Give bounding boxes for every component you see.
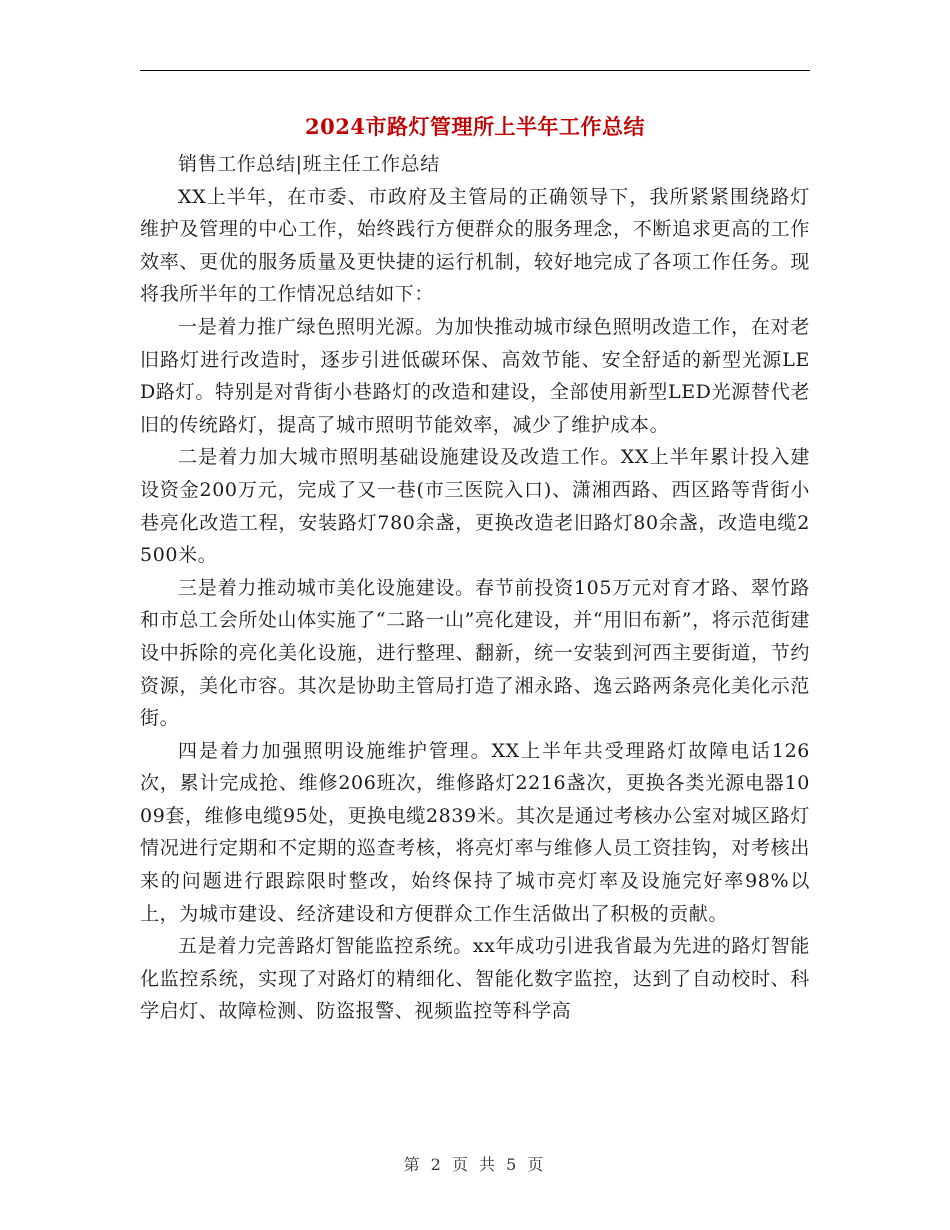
subtitle-line: 销售工作总结|班主任工作总结 xyxy=(178,153,440,175)
paragraph-maintenance: 四是着力加强照明设施维护管理。XX上半年共受理路灯故障电话126次，累计完成抢、维修206班次，维修路灯2216盏次，更换各类光源电器1009套，维修电缆95处，更换电缆2839米。其次是通过考核办公室对城区路灯情况进行定期和不定期的巡查考核，将亮灯率与维修人员工资挂钩，对考核出来的问题进行跟踪限时整改，始终保持了城市亮灯率及设施完好率98%以上，为城市建设、经济建设和方便群众工作生活做出了积极的贡献。 xyxy=(140,739,810,925)
header-rule xyxy=(140,70,810,71)
paragraph-beautification: 三是着力推动城市美化设施建设。春节前投资105万元对育才路、翠竹路和市总工会所处山体实施了“二路一山”亮化建设，并“用旧布新”，将示范街建设中拆除的亮化美化设施，进行整理、翻新，统一安装到河西主要街道，节约资源，美化市容。其次是协助主管局打造了湘永路、逸云路两条亮化美化示范街。 xyxy=(140,576,810,730)
paragraph-green-lighting: 一是着力推广绿色照明光源。为加快推动城市绿色照明改造工作，在对老旧路灯进行改造时，逐步引进低碳环保、高效节能、安全舒适的新型光源LED路灯。特别是对背街小巷路灯的改造和建设，全部使用新型LED光源替代老旧的传统路灯，提高了城市照明节能效率，减少了维护成本。 xyxy=(140,315,810,436)
document-body xyxy=(140,148,810,1028)
page-number-footer: 第 2 页 共 5 页 xyxy=(403,1155,547,1174)
paragraph-monitoring: 五是着力完善路灯智能监控系统。xx年成功引进我省最为先进的路灯智能化监控系统，实现了对路灯的精细化、智能化数字监控，达到了自动校时、科学启灯、故障检测、防盗报警、视频监控等科学高 xyxy=(140,935,810,1023)
intro-paragraph: XX上半年，在市委、市政府及主管局的正确领导下，我所紧紧围绕路灯维护及管理的中心工作，始终践行方便群众的服务理念，不断追求更高的工作效率、更优的服务质量及更快捷的运行机制，较好地完成了各项工作任务。现将我所半年的工作情况总结如下： xyxy=(140,185,810,306)
document-title: 2024市路灯管理所上半年工作总结 xyxy=(305,114,645,139)
paragraph-infrastructure: 二是着力加大城市照明基础设施建设及改造工作。XX上半年累计投入建设资金200万元，完成了又一巷(市三医院入口)、潇湘西路、西区路等背街小巷亮化改造工程，安装路灯780余盏，更换改造老旧路灯80余盏，改造电缆2500米。 xyxy=(140,446,810,567)
